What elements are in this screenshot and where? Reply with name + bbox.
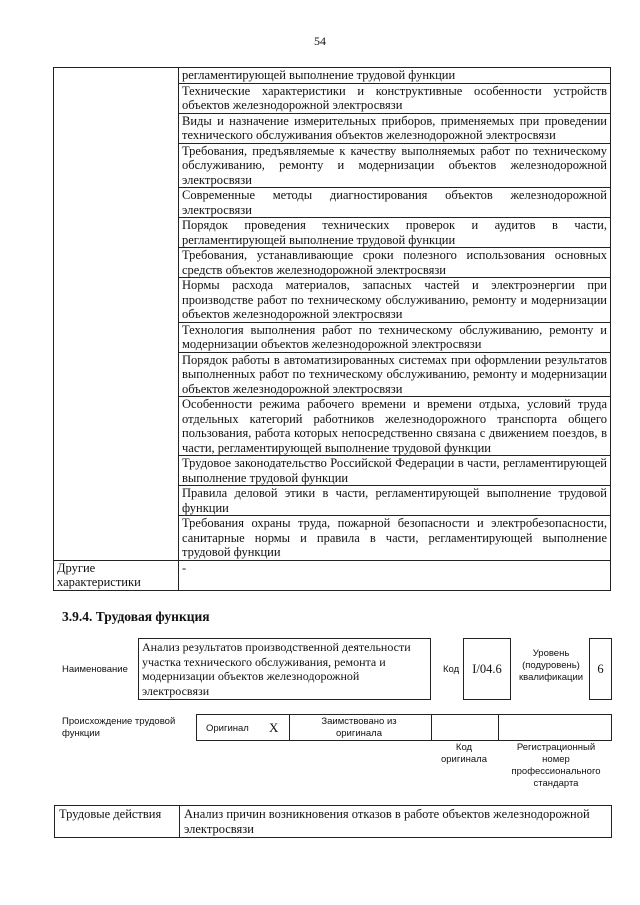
other-value: - [179,560,611,590]
requirement-item: Современные методы диагностирования объектов железнодорожной электросвязи [179,188,611,218]
borrowed-label: Заимствовано из оригинала [321,716,397,739]
requirement-item: Технология выполнения работ по техническому обслуживанию, ремонту и модернизации объектов железнодорожной электросвязи [179,322,611,352]
original-mark: X [269,720,279,735]
actions-label: Трудовые действия [55,806,180,838]
original-label: Оригинал [206,723,249,734]
requirement-item: Нормы расхода материалов, запасных частей и электроэнергии при производстве работ по техническому обслуживанию, ремонту и модернизации объектов железнодорожной электросвязи [179,278,611,323]
requirement-item: Требования, предъявляемые к качеству выполняемых работ по техническому обслуживанию, ремонту и модернизации объектов железнодорожной электросвязи [179,143,611,188]
table-row [54,560,611,590]
page-number: 54 [314,34,326,48]
requirement-item: Порядок проведения технических проверок и аудитов в части, регламентирующей выполнение трудовой функции [179,218,611,248]
level-value: 6 [597,662,604,676]
actions-value: Анализ причин возникновения отказов в работе объектов железнодорожной электросвязи [180,806,612,838]
divider [431,714,432,741]
name-label: Наименование [62,664,128,675]
requirement-item: Порядок работы в автоматизированных системах при оформлении результатов выполненных работ по техническому обслуживанию, ремонту и модернизации объектов железнодорожной электросвязи [179,352,611,397]
name-value: Анализ результатов производственной деятельности участка технического обслуживания, ремонта и модернизации объектов железнодорожной электросвязи [142,640,411,698]
divider [289,714,290,741]
table-row [54,68,611,84]
divider [498,714,499,741]
left-empty-cell [54,68,179,561]
requirement-item: Трудовое законодательство Российской Федерации в части, регламентирующей выполнение трудовой функции [179,456,611,486]
level-label: Уровень (подуровень) квалификации [519,648,584,683]
requirement-item: Требования, устанавливающие сроки полезного использования основных средств объектов железнодорожной электросвязи [179,248,611,278]
requirement-item: Технические характеристики и конструктивные особенности устройств объектов железнодорожной электросвязи [179,83,611,113]
code-value: I/04.6 [472,662,502,676]
reg-caption: Регистрационный номер профессионального стандарта [511,742,601,789]
requirement-item: регламентирующей выполнение трудовой функции [179,68,611,84]
requirement-item: Правила деловой этики в части, регламентирующей выполнение трудовой функции [179,486,611,516]
requirement-item: Требования охраны труда, пожарной безопасности и электробезопасности, санитарные нормы и правила в части, регламентирующей выполнение трудовой функции [179,516,611,561]
requirements-table [53,67,611,591]
requirement-item: Особенности режима рабочего времени и времени отдыха, условий труда отдельных категорий работников железнодорожного транспорта общего пользования, работа которых непосредственно связана с движением поездов, в части, регламентирующей выполнение трудовой функции [179,397,611,456]
requirement-item: Виды и назначение измерительных приборов, применяемых при проведении технического обслуживания объектов железнодорожной электросвязи [179,113,611,143]
actions-table [54,805,612,838]
code-label: Код [443,664,460,675]
section-title: 3.9.4. Трудовая функция [62,609,210,624]
origin-label: Происхождение трудовой функции [62,716,176,739]
other-label: Другие характеристики [54,560,179,590]
code-caption: Код оригинала [440,742,487,765]
